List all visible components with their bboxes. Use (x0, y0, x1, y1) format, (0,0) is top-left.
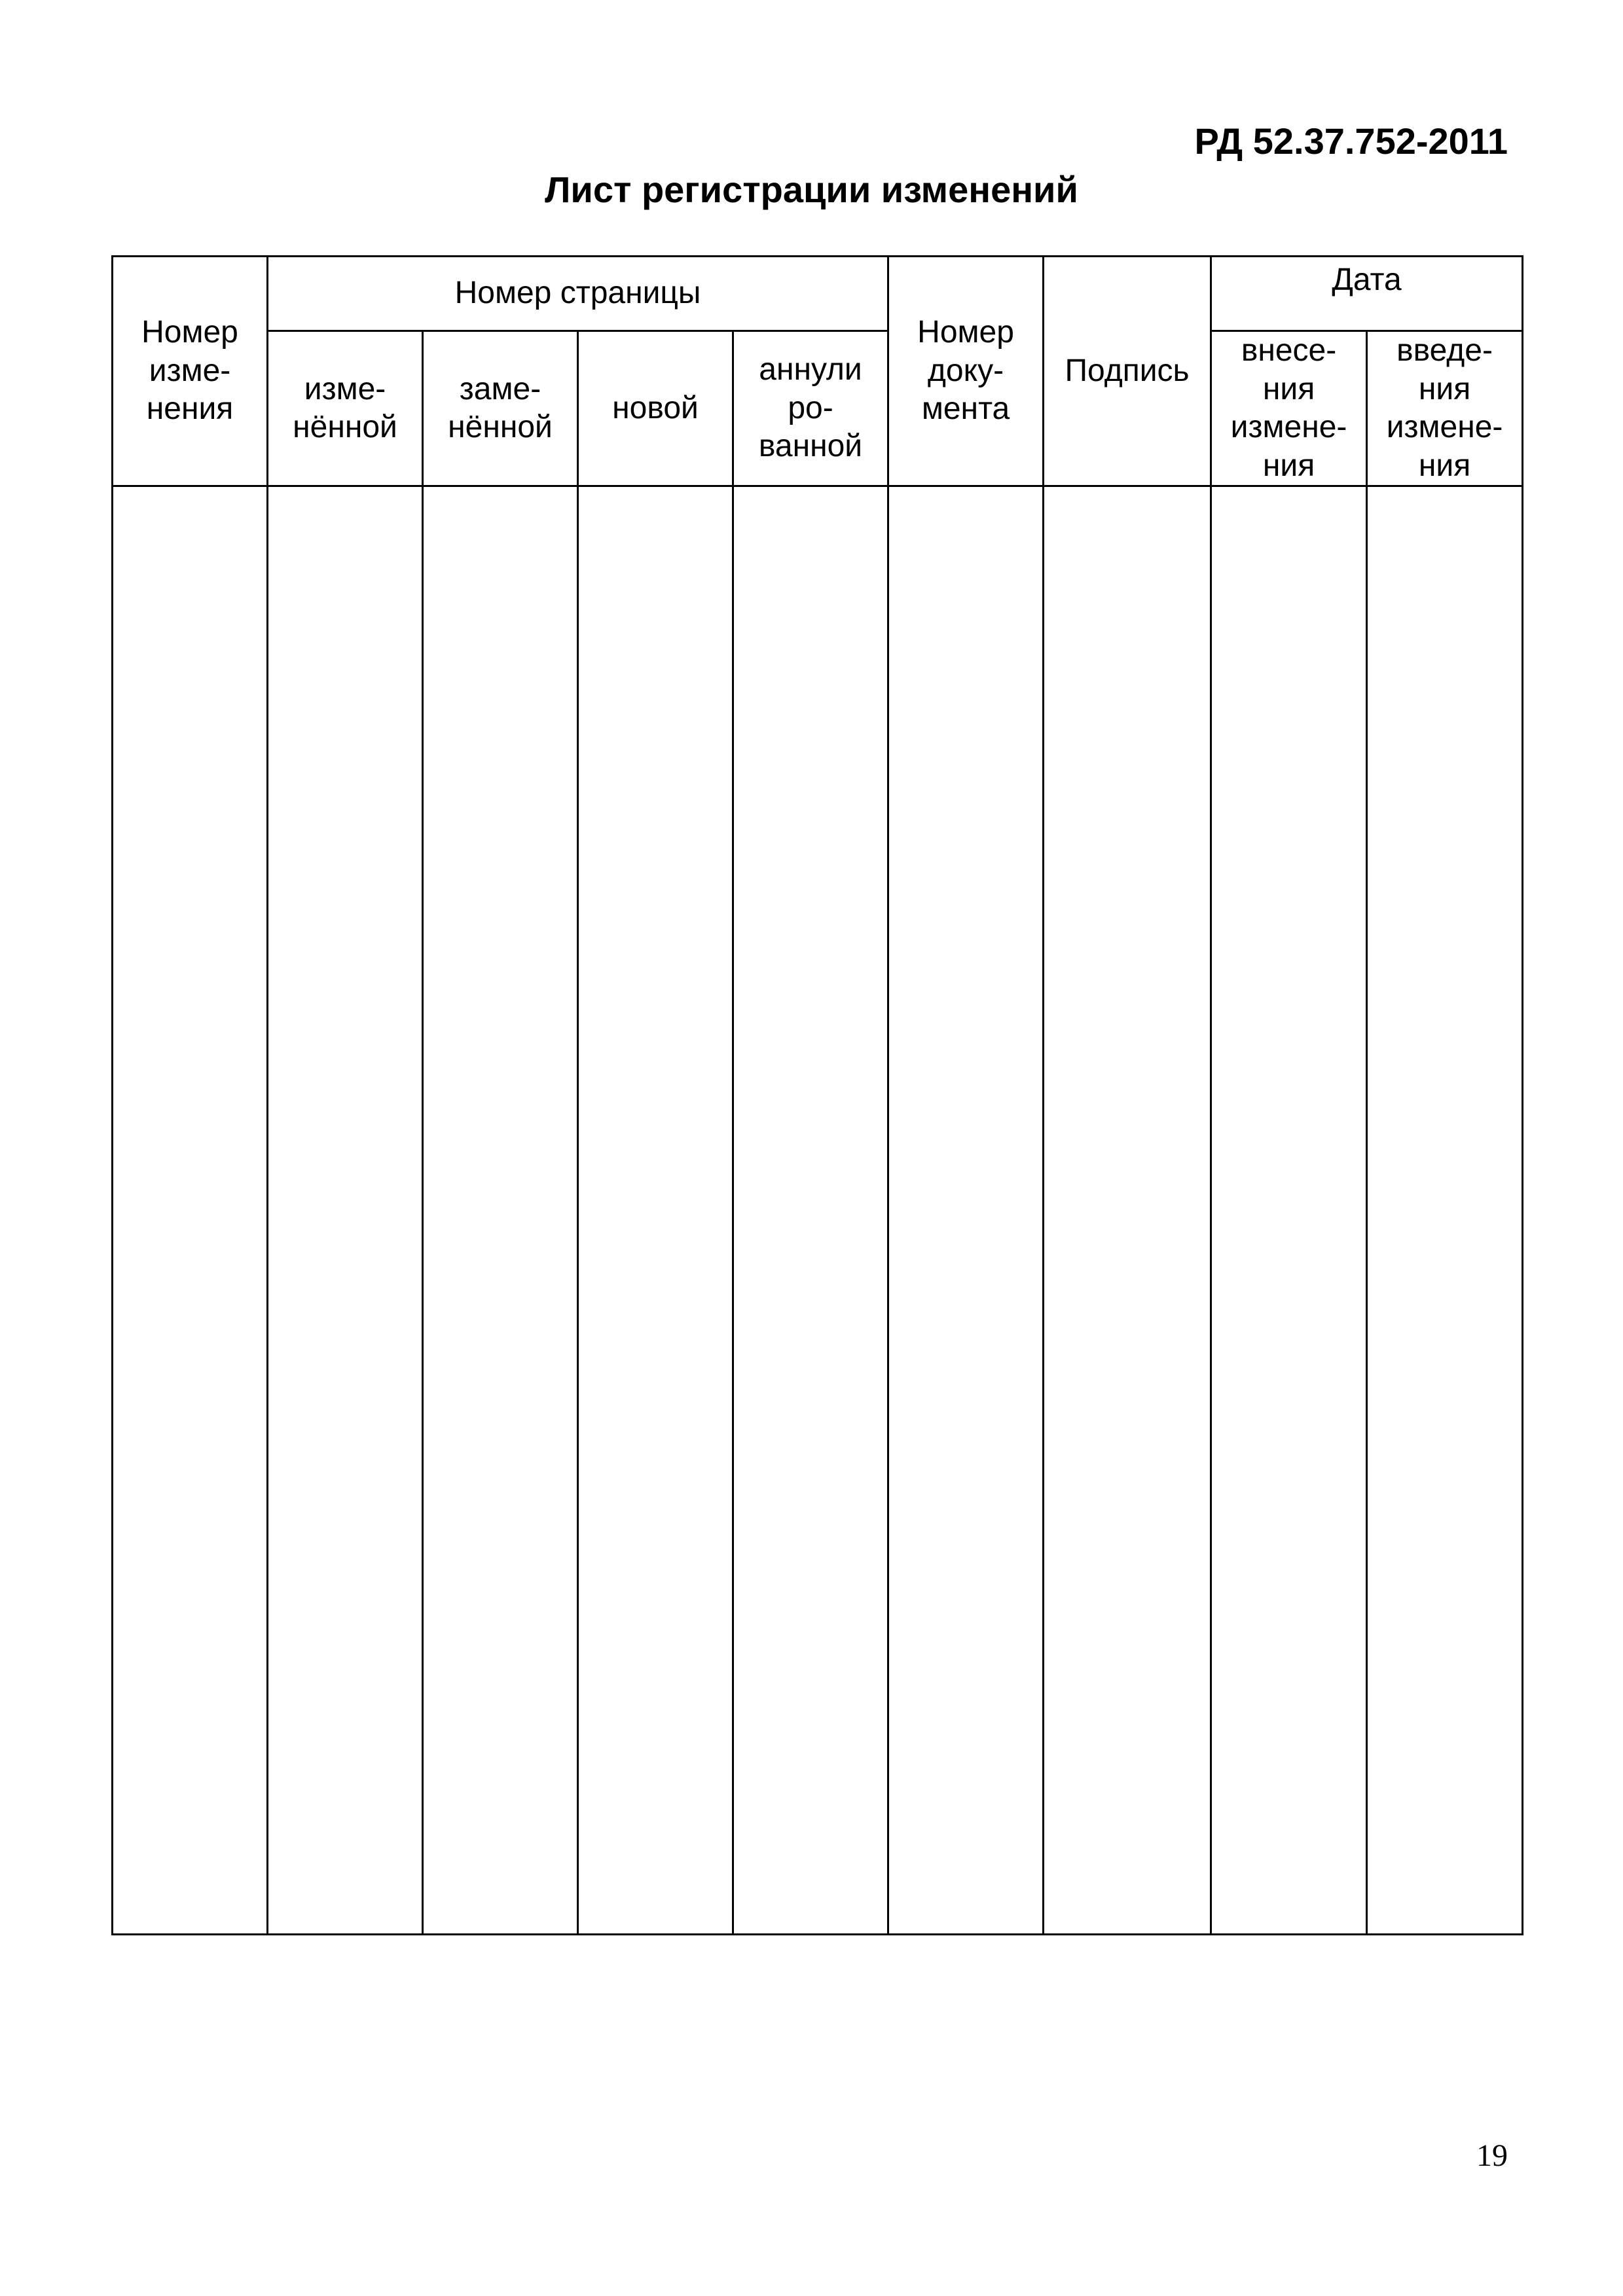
header-row-2 (113, 331, 1523, 486)
col-header-signature: Подпись (1044, 257, 1211, 486)
table-cell (1211, 486, 1367, 1935)
table-cell (578, 486, 733, 1935)
col-header-document-number: Номер доку- мента (888, 257, 1044, 486)
table-cell (113, 486, 268, 1935)
col-header-replaced: заме- нённой (423, 331, 578, 486)
page-number: 19 (1476, 2138, 1508, 2173)
col-header-changed: изме- нённой (268, 331, 423, 486)
table-cell (733, 486, 888, 1935)
table-row (113, 486, 1523, 1935)
group-header-page-number: Номер страницы (268, 257, 888, 331)
table-cell (268, 486, 423, 1935)
col-header-date-introduction: введе- ния измене- ния (1367, 331, 1523, 486)
table-cell (1367, 486, 1523, 1935)
table-cell (888, 486, 1044, 1935)
table-cell (423, 486, 578, 1935)
document-code: РД 52.37.752-2011 (1194, 120, 1508, 162)
col-header-date-entry: внесе- ния измене- ния (1211, 331, 1367, 486)
col-header-new: новой (578, 331, 733, 486)
group-header-date: Дата (1211, 257, 1523, 331)
col-header-change-number: Номер изме- нения (113, 257, 268, 486)
header-row-1 (113, 257, 1523, 331)
table-cell (1044, 486, 1211, 1935)
col-header-annulled: аннули ро- ванной (733, 331, 888, 486)
change-registration-table (111, 255, 1523, 1935)
page-title: Лист регистрации изменений (545, 169, 1078, 210)
